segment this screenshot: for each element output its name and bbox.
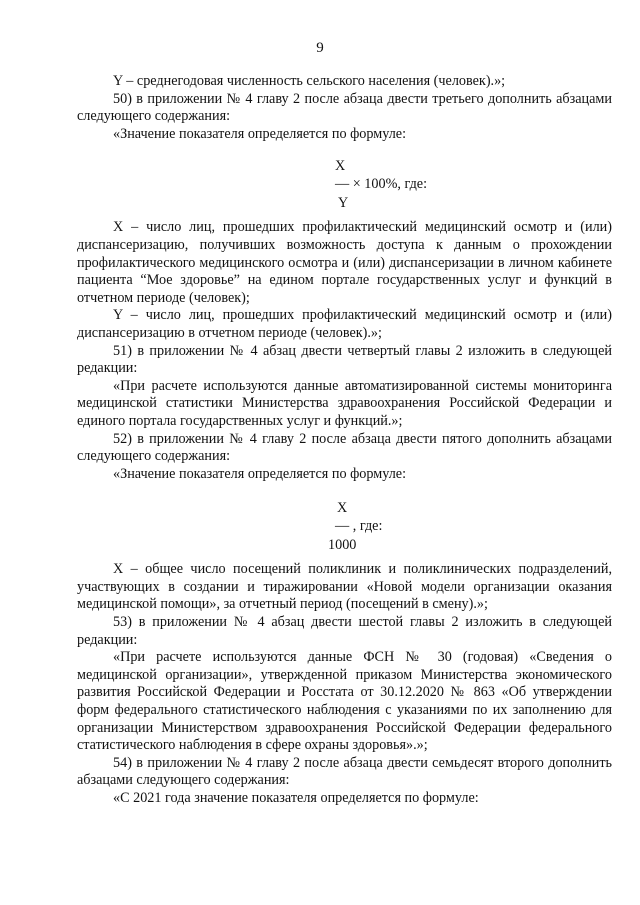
paragraph: «При расчете используются данные ФСН № 30 (годовая) «Сведения о медицинской организации», утвержденной приказом Министерства экономического развития Российской Федерации и Росстата от 30.12.2020 № 863 «Об утверждении форм федерального статистического наблюдения с указаниями по их заполнению для организации Министерством здравоохранения Российской Федерации федерального статистического наблюдения в сфере охраны здоровья».»;	[77, 649, 612, 754]
formula-1	[77, 143, 612, 219]
document-body	[77, 73, 612, 808]
paragraph: «Значение показателя определяется по формуле:	[113, 125, 407, 142]
paragraph: 53) в приложении № 4 абзац двести шестой главы 2 изложить в следующей редакции:	[77, 614, 612, 648]
formula-2-operator: — , где:	[335, 518, 383, 535]
paragraph: 50) в приложении № 4 главу 2 после абзаца двести третьего дополнить абзацами следующего содержания:	[77, 90, 612, 125]
paragraph: 52) в приложении № 4 главу 2 после абзаца двести пятого дополнить абзацами следующего содержания:	[77, 430, 612, 465]
page-number: 9	[316, 40, 324, 56]
paragraph: X – число лиц, прошедших профилактический медицинский осмотр и (или) диспансеризацию, получивших возможность доступа к данным о прохождении профилактического медицинского осмотра и (или) диспансеризации в личном кабинете пациента “Мое здоровье” на едином портале государственных услуг и функций в отчетном периоде (человек);	[77, 219, 612, 306]
paragraph: Y – число лиц, прошедших профилактический медицинский осмотр и (или) диспансеризацию в отчетном периоде (человек).»;	[77, 307, 612, 341]
formula-1-numerator: X	[335, 158, 346, 175]
formula-1-denominator: Y	[338, 195, 349, 212]
formula-1-operator: — × 100%, где:	[335, 176, 428, 193]
paragraph: X – общее число посещений поликлиник и поликлинических подразделений, участвующих в создании и тиражировании «Новой модели организации оказания медицинской помощи», за отчетный период (посещений в смену).»;	[77, 561, 612, 613]
formula-2	[77, 483, 612, 561]
paragraph: Y – среднегодовая численность сельского населения (человек).»;	[113, 73, 506, 89]
paragraph: «При расчете используются данные автоматизированной системы мониторинга медицинской статистики Министерства здравоохранения Российской Федерации и единого портала государственных услуг и функций.»;	[77, 377, 612, 429]
formula-2-numerator: X	[337, 500, 348, 517]
formula-2-denominator: 1000	[328, 537, 357, 554]
paragraph: 54) в приложении № 4 главу 2 после абзаца двести семьдесят второго дополнить абзацами следующего содержания:	[77, 754, 612, 789]
paragraph: «С 2021 года значение показателя определяется по формуле:	[113, 790, 479, 806]
paragraph: «Значение показателя определяется по формуле:	[113, 465, 407, 482]
paragraph: 51) в приложении № 4 абзац двести четвертый главы 2 изложить в следующей редакции:	[77, 342, 612, 377]
